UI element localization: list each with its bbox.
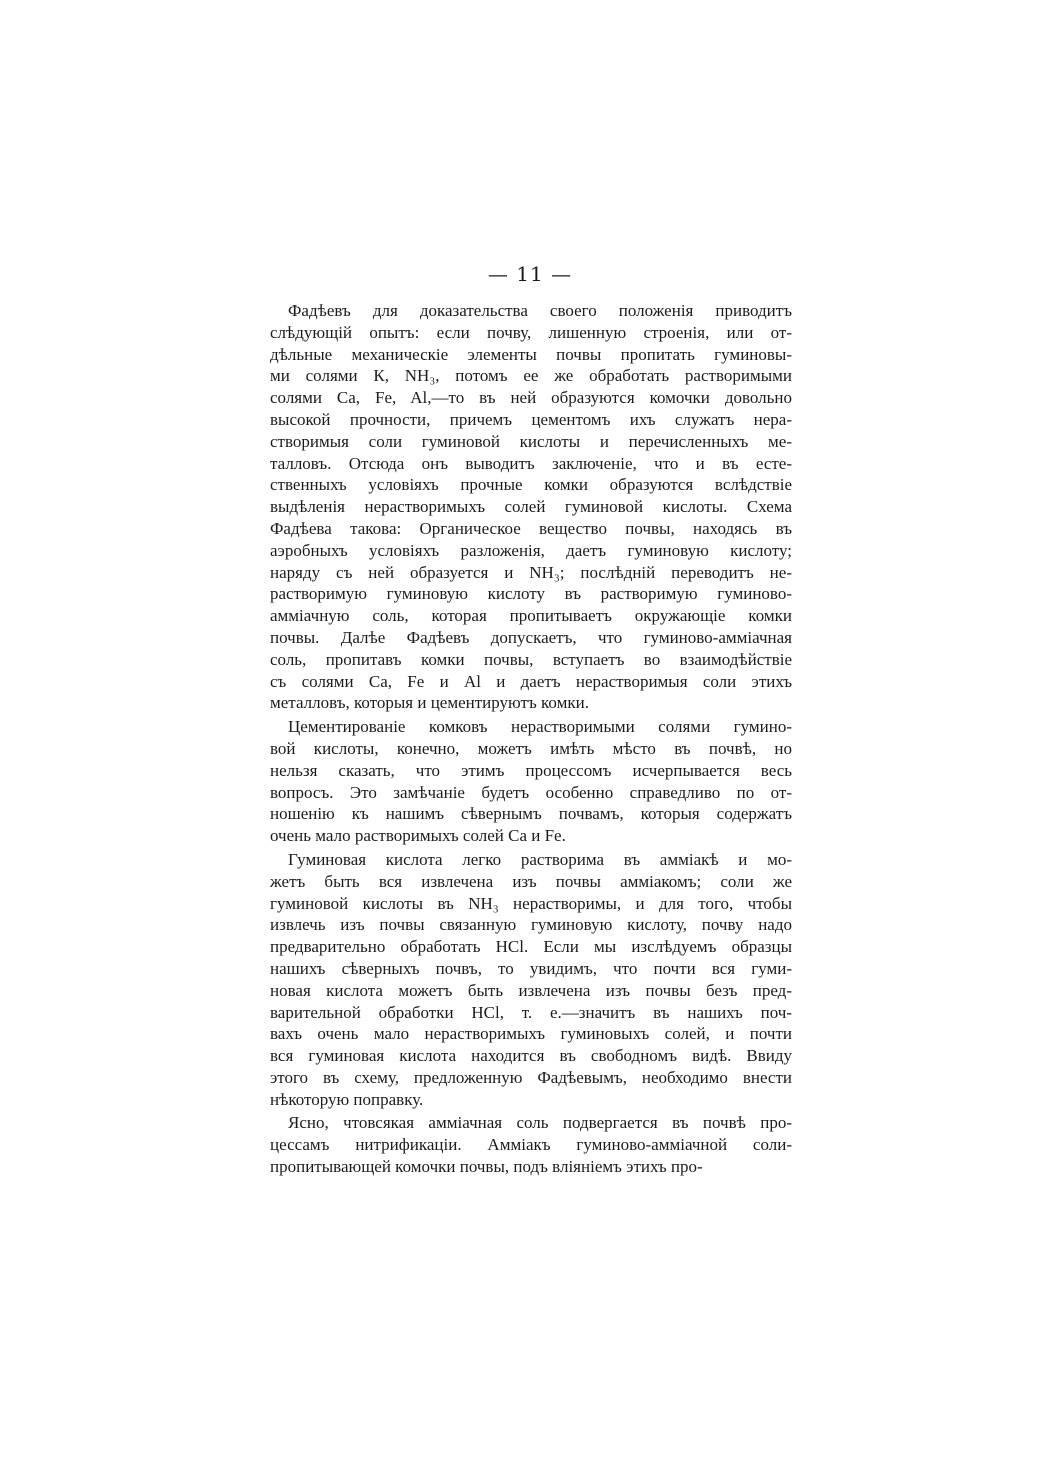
- text-line: жетъ быть вся извлечена изъ почвы амміакомъ; соли же: [270, 871, 792, 891]
- text-line: почвы. Далѣе Фадѣевъ допускаетъ, что гуминово-аммiачная: [270, 627, 792, 647]
- text-line: варительной обработки HCl, т. е.—значитъ въ нашихъ поч-: [270, 1002, 792, 1022]
- text-line: нельзя сказать, что этимъ процессомъ исчерпывается весь: [270, 760, 792, 780]
- text-line: вахъ очень мало нерастворимыхъ гуминовыхъ солей, и почти: [270, 1024, 792, 1044]
- text-line: гуминовой кислоты въ NH₃ нерастворимы, и для того, чтобы: [270, 893, 792, 913]
- text-line: створимыя соли гуминовой кислоты и перечисленныхъ ме-: [270, 431, 792, 451]
- text-line: Фадѣевъ для доказательства своего положенія приводитъ: [288, 301, 792, 320]
- text-line: ми солями К, NH₃, потомъ ее же обработать растворимыми: [270, 366, 792, 386]
- text-line: цессамъ нитрификаціи. Амміакъ гуминово-амміачной соли-: [270, 1135, 792, 1155]
- text-line: растворимую гуминовую кислоту въ растворимую гуминово-: [270, 584, 792, 604]
- text-line: ственныхъ условіяхъ прочные комки образуются вслѣдствіе: [270, 475, 792, 495]
- paragraph: [270, 300, 792, 714]
- text-line: новая кислота можетъ быть извлечена изъ почвы безъ пред-: [270, 980, 792, 1000]
- text-line: Гуминовая кислота легко растворима въ амміакѣ и мо-: [288, 849, 792, 869]
- text-line: металловъ, которыя и цементируютъ комки.: [270, 693, 589, 713]
- text-line: этого въ схему, предложенную Фадѣевымъ, необходимо внести: [270, 1067, 792, 1087]
- text-line: съ солями Са, Fe и Al и даетъ нерастворимыя соли этихъ: [270, 671, 792, 691]
- text-line: ношенію къ нашимъ сѣвернымъ почвамъ, которыя содержатъ: [270, 804, 792, 824]
- text-line: Цементированіе комковъ нерастворимыми солями гумино-: [288, 717, 792, 737]
- page-number: — 11 —: [487, 262, 573, 286]
- text-line: талловъ. Отсюда онъ выводитъ заключеніе, что и въ есте-: [270, 453, 792, 473]
- text-line: нѣкоторую поправку.: [270, 1089, 424, 1109]
- text-line: вопросъ. Это замѣчаніе будетъ особенно справедливо по от-: [270, 782, 792, 802]
- text-line: вой кислоты, конечно, можетъ имѣть мѣсто въ почвѣ, но: [270, 738, 792, 758]
- text-line: дѣльные механическіе элементы почвы пропитать гуминовы-: [270, 344, 792, 364]
- text-line: очень мало растворимыхъ солей Са и Fe.: [270, 826, 566, 846]
- text-line: Фадѣева такова: Органическое вещество почвы, находясь въ: [270, 518, 792, 538]
- paragraph: [270, 849, 792, 1111]
- text-line: наряду съ ней образуется и NH₃; послѣдній переводитъ не-: [270, 562, 792, 582]
- text-line: пропитывающей комочки почвы, подъ вліяніемъ этихъ про-: [270, 1157, 703, 1177]
- text-line: предварительно обработать HCl. Если мы изслѣдуемъ образцы: [270, 937, 792, 957]
- text-line: аммiачную соль, которая пропитываетъ окружающіе комки: [270, 606, 792, 626]
- text-line: аэробныхъ условіяхъ разложенія, даетъ гуминовую кислоту;: [270, 540, 792, 560]
- text-line: вся гуминовая кислота находится въ свободномъ видѣ. Ввиду: [270, 1046, 792, 1066]
- text-line: нашихъ сѣверныхъ почвъ, то увидимъ, что почти вся гуми-: [270, 958, 792, 978]
- text-line: высокой прочности, причемъ цементомъ ихъ служатъ нера-: [270, 409, 792, 429]
- text-line: выдѣленія нерастворимыхъ солей гуминовой кислоты. Схема: [270, 497, 792, 517]
- text-line: соль, пропитавъ комки почвы, вступаетъ во взаимодѣйствіе: [270, 649, 792, 669]
- text-line: извлечь изъ почвы связанную гуминовую кислоту, почву надо: [270, 915, 792, 935]
- text-line: слѣдующій опытъ: если почву, лишенную строенія, или от-: [270, 322, 792, 342]
- body-text: [270, 300, 792, 1178]
- text-line: Ясно, чтовсякая амміачная соль подвергается въ почвѣ про-: [288, 1113, 792, 1133]
- paragraph: [270, 716, 792, 847]
- text-line: солями Са, Fe, Al,—то въ ней образуются комочки довольно: [270, 388, 792, 408]
- paragraph: [270, 1112, 792, 1177]
